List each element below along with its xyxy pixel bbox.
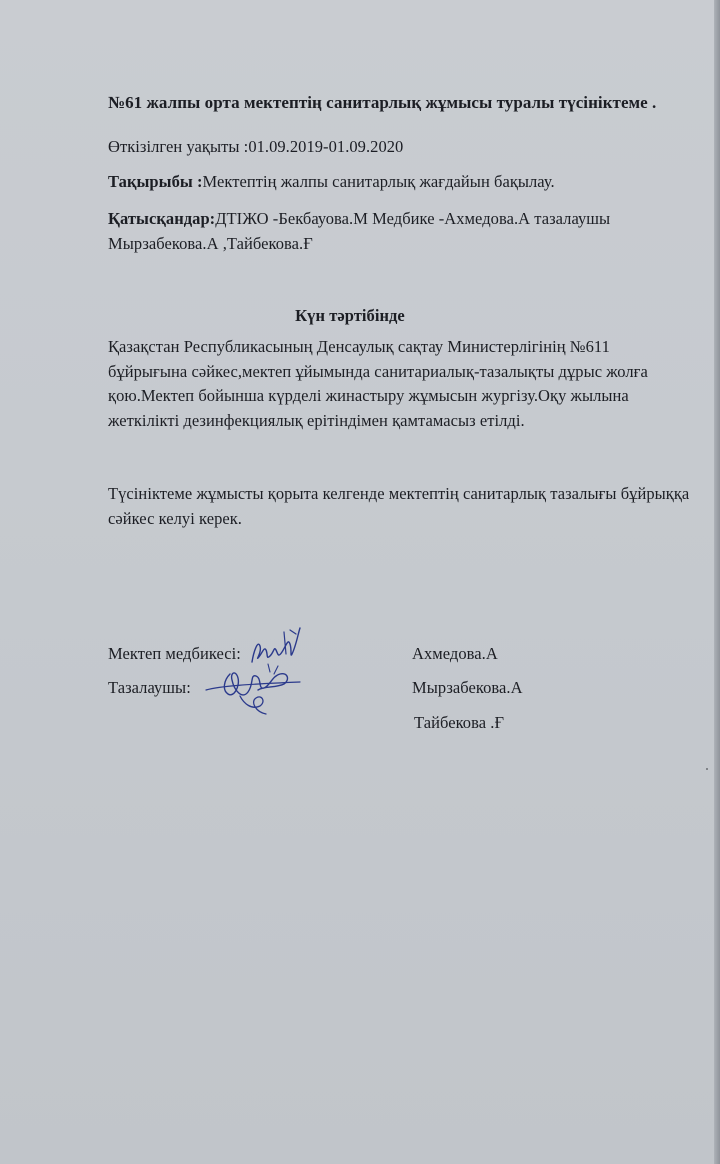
paper-edge (714, 0, 720, 1164)
cleaner-name: Мырзабекова.А (412, 678, 523, 697)
participants-line (108, 206, 668, 256)
topic-line (108, 170, 698, 193)
cleaner2-name: Тайбекова .Ғ (414, 713, 505, 732)
nurse-name: Ахмедова.А (412, 644, 498, 663)
paper-speck (706, 768, 708, 770)
period-line (108, 135, 698, 158)
cleaner-signature (200, 660, 312, 718)
topic-value: Мектептің жалпы санитарлық жағдайын бақылау. (202, 172, 555, 191)
participants-value: ДТІЖО -Бекбауова.М Медбике -Ахмедова.А тазалаушы Мырзабекова.А ,Тайбекова.Ғ (108, 209, 611, 253)
participants-label: Қатысқандар: (108, 209, 216, 228)
cleaner-label: Тазалаушы: (108, 678, 191, 697)
agenda-heading: Күн тәртібінде (295, 306, 405, 325)
topic-label: Тақырыбы : (108, 172, 203, 191)
conclusion-paragraph: Түсініктеме жұмысты қорыта келгенде мектептің санитарлық тазалығы бұйрыққа сәйкес келуі керек. (108, 484, 690, 528)
nurse-label: Мектеп медбикесі: (108, 644, 241, 663)
period-label: Өткізілген уақыты : (108, 137, 249, 156)
period-value: 01.09.2019-01.09.2020 (248, 137, 404, 156)
document-title: №61 жалпы орта мектептің санитарлық жұмысы туралы түсініктеме . (108, 93, 657, 112)
agenda-paragraph: Қазақстан Республикасының Денсаулық сақтау Министерлігінің №611 бұйрығына сәйкес,мектеп ұйымында санитариалық-тазалықты дұрыс жолға қою.Мектеп бойынша күрделі жинастыру жұмысын жургізу.Оқу жылына жеткілікті дезинфекциялық ерітіндімен қамтамасыз етілді. (108, 337, 648, 430)
